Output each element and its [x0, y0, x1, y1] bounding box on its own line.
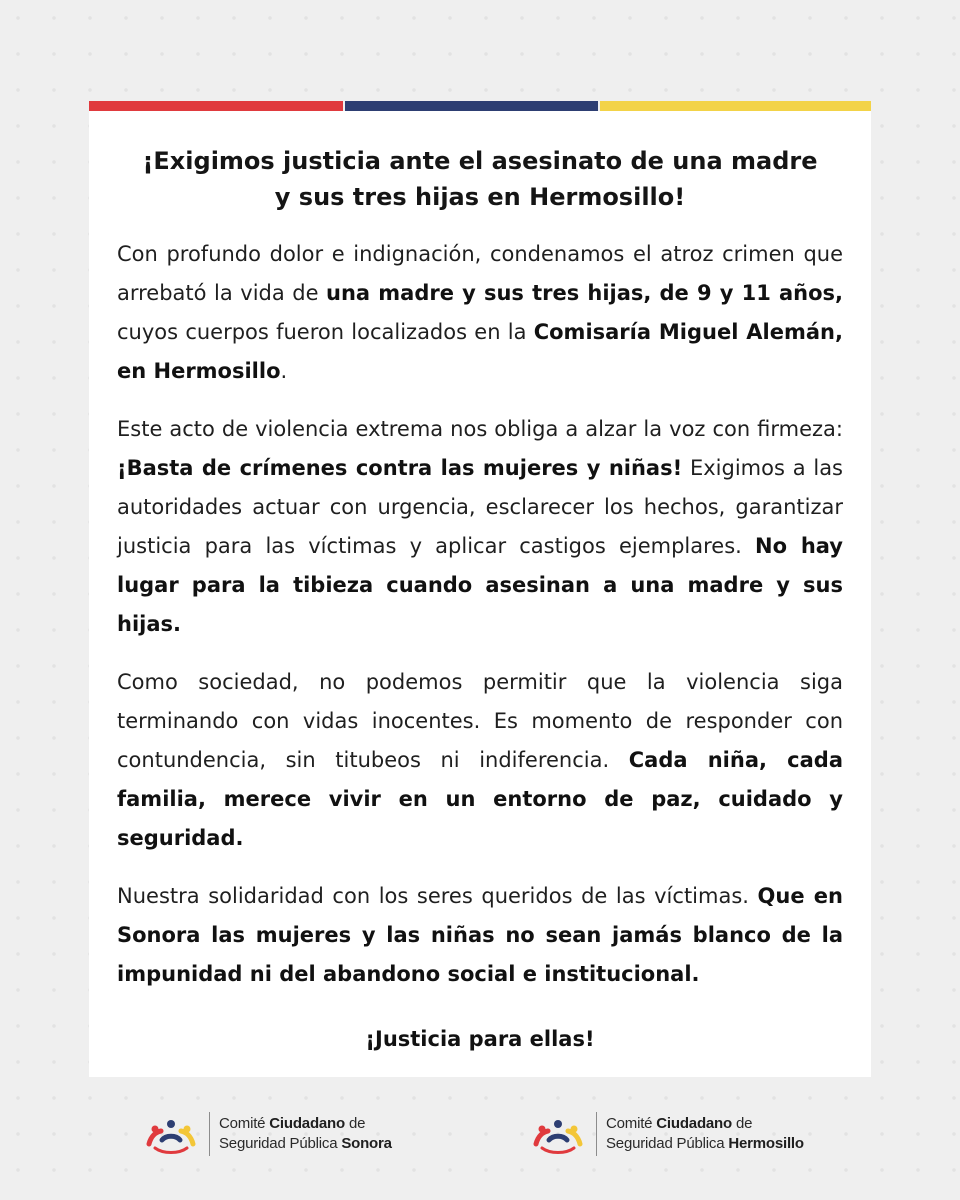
p4-text-a: Nuestra solidaridad con los seres queridos de las víctimas. [117, 884, 758, 908]
paragraph-solidarity [117, 877, 843, 994]
p3-bold-paz: Cada niña, cada familia, merece vivir en un entorno de paz, cuidado y seguridad. [117, 748, 844, 850]
logo-text: Comité Ciudadano de Seguridad Pública Sonora [219, 1115, 392, 1152]
header-stripe-blue [345, 101, 598, 111]
logo-divider [209, 1112, 210, 1156]
p3-text-a: Como sociedad, no podemos permitir que la violencia siga terminando con vidas inocentes. Es momento de responder con contundencia, sin titubeos ni indiferencia. [117, 670, 843, 772]
logo-ccsp-hermosillo [532, 1108, 804, 1160]
logo-ccsp-sonora [145, 1108, 392, 1160]
p2-bold-basta: ¡Basta de crímenes contra las mujeres y niñas! [117, 456, 683, 480]
header-stripe-yellow [600, 101, 871, 111]
p2-text-a: Este acto de violencia extrema nos obliga a alzar la voz con firmeza: [117, 417, 843, 441]
header-stripe-red [89, 101, 343, 111]
people-circle-logo-icon [145, 1114, 197, 1154]
p1-text-e: . [280, 359, 288, 383]
paragraph-condemnation [117, 235, 843, 391]
title-line-2: y sus tres hijas en Hermosillo! [274, 183, 686, 211]
p4-bold-sonora: Que en Sonora las mujeres y las niñas no sean jamás blanco de la impunidad ni del abandono social e institucional. [117, 884, 843, 986]
statement-card [89, 111, 871, 1077]
title-line-1: ¡Exigimos justicia ante el asesinato de una madre [142, 147, 818, 175]
p1-bold-location: Comisaría Miguel Alemán, en Hermosillo [117, 320, 843, 383]
logo-divider [596, 1112, 597, 1156]
p2-bold-tibieza: No hay lugar para la tibieza cuando asesinan a una madre y sus hijas. [117, 534, 843, 636]
p1-text-c: cuyos cuerpos fueron localizados en la [117, 320, 534, 344]
statement-title [117, 143, 843, 215]
p2-text-c: Exigimos a las autoridades actuar con urgencia, esclarecer los hechos, garantizar justicia para las víctimas y aplicar castigos ejemplares. [117, 456, 843, 558]
closing-slogan: ¡Justicia para ellas! [365, 1027, 595, 1051]
p1-text-a: Con profundo dolor e indignación, condenamos el atroz crimen que arrebató la vida de [117, 242, 843, 305]
people-circle-logo-icon [532, 1114, 584, 1154]
logo-text: Comité Ciudadano de Seguridad Pública Hermosillo [606, 1115, 804, 1152]
p1-bold-victims: una madre y sus tres hijas, de 9 y 11 años, [326, 281, 843, 305]
paragraph-demand [117, 410, 843, 644]
paragraph-society [117, 663, 843, 858]
